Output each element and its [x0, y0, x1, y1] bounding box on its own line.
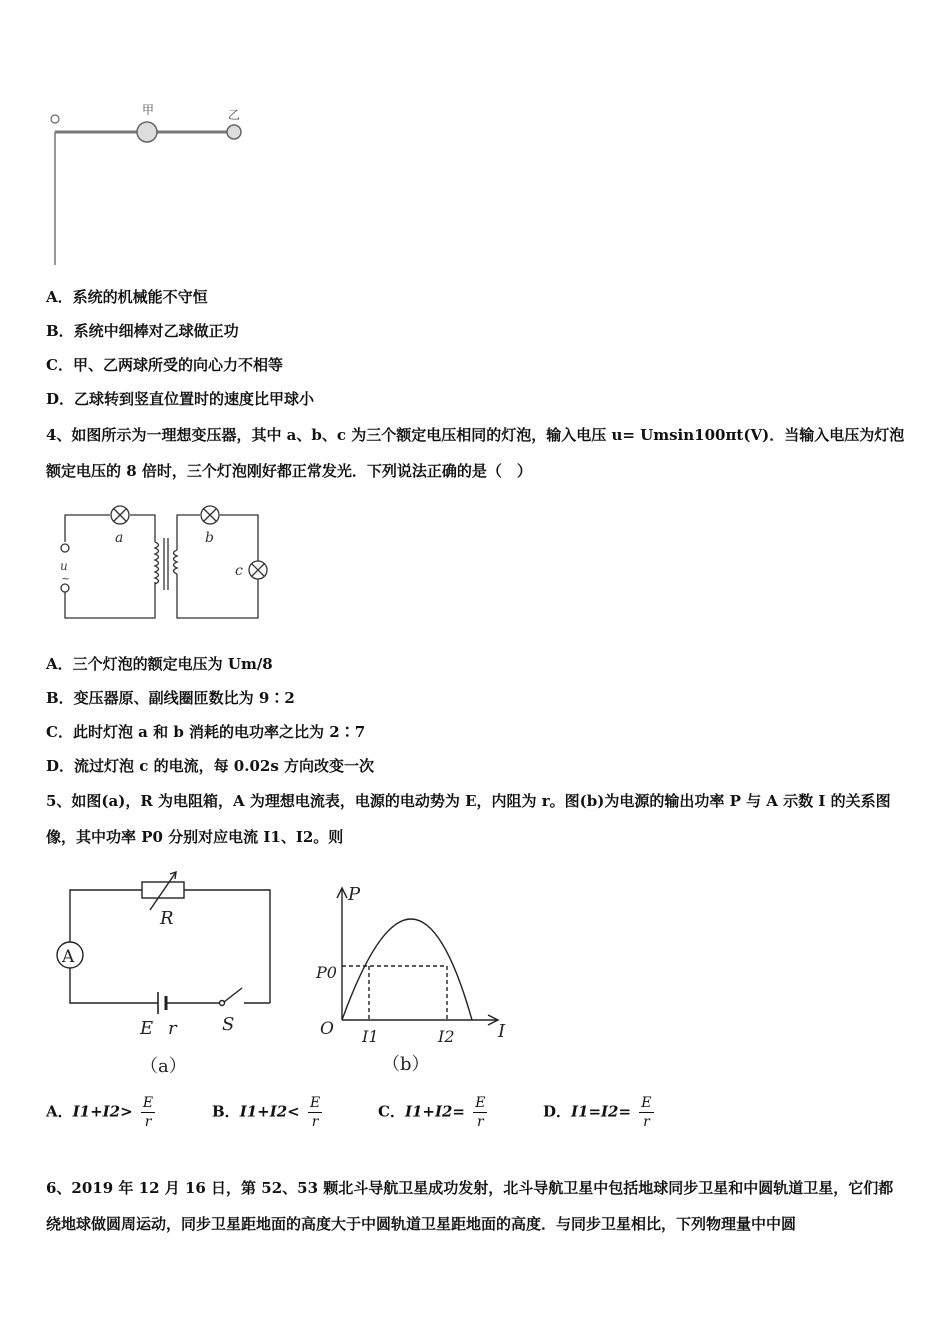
q3-option-a: A．系统的机械能不守恒 — [46, 288, 208, 306]
label-P0: P0 — [316, 963, 337, 982]
q5-option-d: D．I1=I2= $\frac{E}{r}$ — [543, 1095, 652, 1130]
ball-yi — [227, 125, 241, 139]
label-S: S — [222, 1014, 235, 1035]
caption-b: （b） — [382, 1054, 430, 1075]
label-c: c — [235, 563, 243, 579]
label-a: a — [115, 530, 124, 546]
q5-option-a: A．I1+I2> $\frac{E}{r}$ — [46, 1095, 154, 1130]
label-jia: 甲 — [142, 103, 155, 117]
label-yi: 乙 — [228, 108, 241, 122]
label-O: O — [320, 1019, 334, 1039]
power-curve — [342, 919, 472, 1020]
q4-option-c: C．此时灯泡 a 和 b 消耗的电功率之比为 2∶7 — [46, 723, 366, 741]
q5-option-b: B．I1+I2< $\frac{E}{r}$ — [212, 1095, 321, 1130]
pivot-o — [51, 115, 59, 123]
q3-option-b: B．系统中细棒对乙球做正功 — [46, 322, 239, 340]
q4-stem: 4、如图所示为一理想变压器，其中 a、b、c 为三个额定电压相同的灯泡，输入电压 u= Umsin100πt(V)．当输入电压为灯泡额定电压的 8 倍时，三个灯泡刚好都正常发光．下列说法正确的是（ ） — [46, 426, 905, 480]
ball-jia — [137, 122, 157, 142]
rod-balls-figure — [40, 95, 260, 270]
q5-stem: 5、如图(a)，R 为电阻箱，A 为理想电流表，电源的电动势为 E，内阻为 r。图(b)为电源的输出功率 P 与 A 示数 I 的关系图像，其中功率 P0 分别对应电流 I1、I2。则 — [46, 792, 891, 846]
label-R: R — [160, 908, 174, 929]
q3-option-d: D．乙球转到竖直位置时的速度比甲球小 — [46, 390, 315, 408]
q4-option-a: A．三个灯泡的额定电压为 Um/8 — [46, 655, 273, 673]
label-u: u — [60, 559, 68, 573]
q6-stem: 6、2019 年 12 月 16 日，第 52、53 颗北斗导航卫星成功发射，北斗导航卫星中包括地球同步卫星和中圆轨道卫星，它们都绕地球做圆周运动，同步卫星距地面的高度大于中圆轨道卫星距地面的高度．与同步卫星相比，下列物理量中中圆 — [46, 1179, 894, 1233]
q4-option-d: D．流过灯泡 c 的电流，每 0.02s 方向改变一次 — [46, 757, 375, 775]
q5-option-c: C．I1+I2= $\frac{E}{r}$ — [378, 1095, 486, 1130]
label-P: P — [348, 884, 361, 905]
svg-text:~: ~ — [61, 572, 71, 585]
label-I: I — [498, 1021, 506, 1042]
label-A: A — [62, 947, 75, 967]
label-I1: I1 — [362, 1027, 379, 1046]
transformer-figure — [55, 500, 275, 635]
caption-a: （a） — [140, 1056, 187, 1077]
label-r: r — [168, 1018, 177, 1039]
circuit-figure-a — [50, 862, 290, 1082]
label-I2: I2 — [438, 1027, 455, 1046]
label-b: b — [205, 530, 214, 546]
q3-option-c: C．甲、乙两球所受的向心力不相等 — [46, 356, 283, 374]
label-E: E — [140, 1018, 154, 1039]
power-curve-figure-b — [310, 880, 530, 1080]
q4-option-b: B．变压器原、副线圈匝数比为 9∶2 — [46, 689, 295, 707]
